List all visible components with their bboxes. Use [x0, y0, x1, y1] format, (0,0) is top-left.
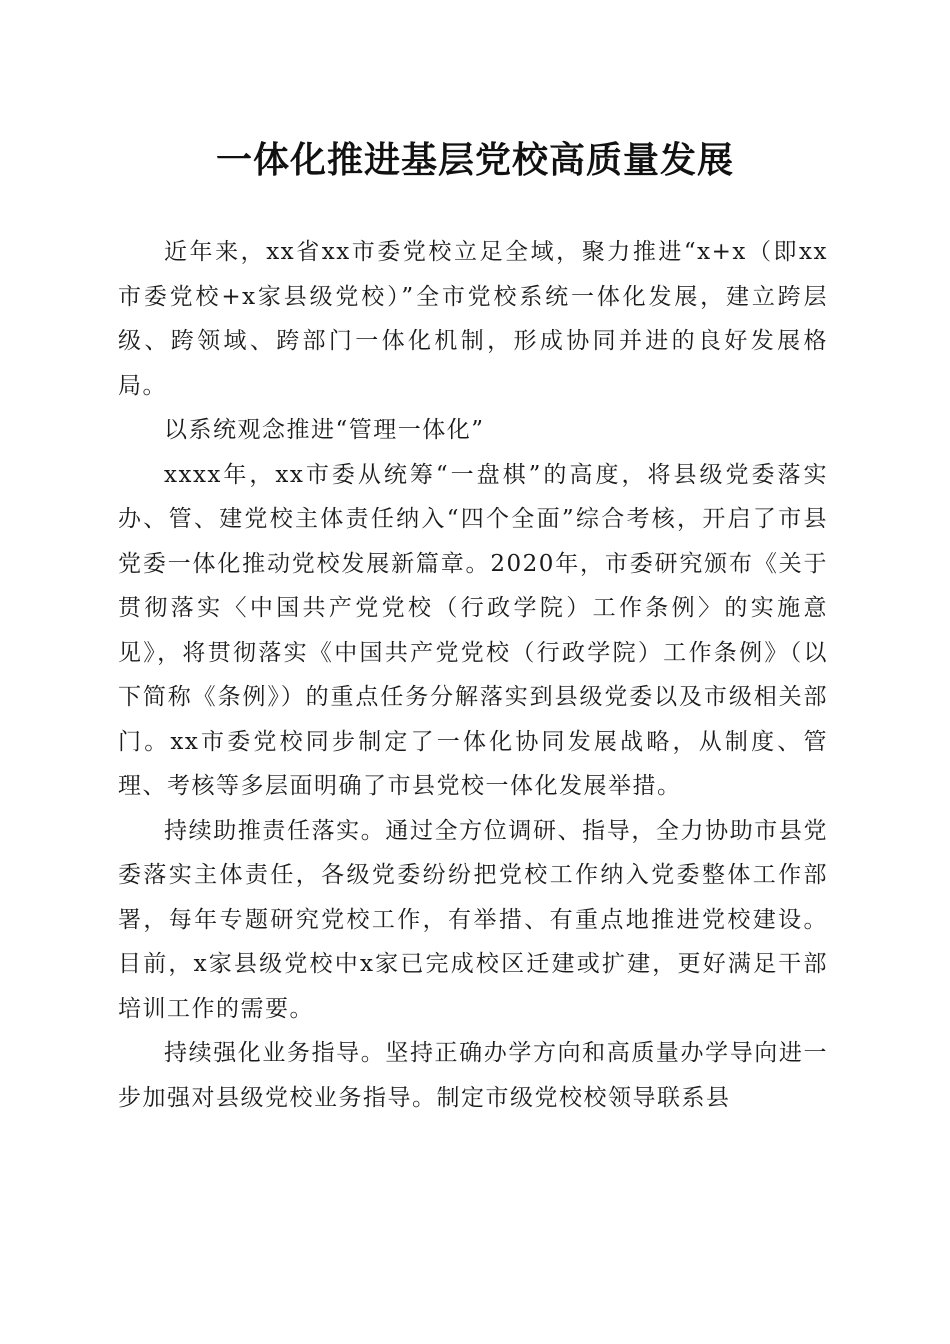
paragraph-guidance: 持续强化业务指导。坚持正确办学方向和高质量办学导向进一步加强对县级党校业务指导。制定市级党校校领导联系县	[118, 1040, 828, 1111]
section-heading: 以系统观念推进“管理一体化”	[164, 417, 485, 443]
document-title: 一体化推进基层党校高质量发展	[215, 139, 734, 181]
paragraph-responsibility: 持续助推责任落实。通过全方位调研、指导，全力协助市县党委落实主体责任，各级党委纷纷把党校工作纳入党委整体工作部署，每年专题研究党校工作，有举措、有重点地推进党校建设。目前，x家县级党校中x家已完成校区迁建或扩建，更好满足干部培训工作的需要。	[118, 817, 828, 1022]
paragraph-intro: 近年来，xx省xx市委党校立足全域，聚力推进“x+x（即xx市委党校+x家县级党校）”全市党校系统一体化发展，建立跨层级、跨领域、跨部门一体化机制，形成协同并进的良好发展格局。	[118, 239, 828, 399]
document-body	[118, 230, 828, 1120]
paragraph-management: xxxx年，xx市委从统筹“一盘棋”的高度，将县级党委落实办、管、建党校主体责任纳入“四个全面”综合考核，开启了市县党委一体化推动党校发展新篇章。2020年，市委研究颁布《关于贯彻落实〈中国共产党党校（行政学院）工作条例〉的实施意见》，将贯彻落实《中国共产党党校（行政学院）工作条例》（以下简称《条例》）的重点任务分解落实到县级党委以及市级相关部门。xx市委党校同步制定了一体化协同发展战略，从制度、管理、考核等多层面明确了市县党校一体化发展举措。	[118, 461, 828, 799]
